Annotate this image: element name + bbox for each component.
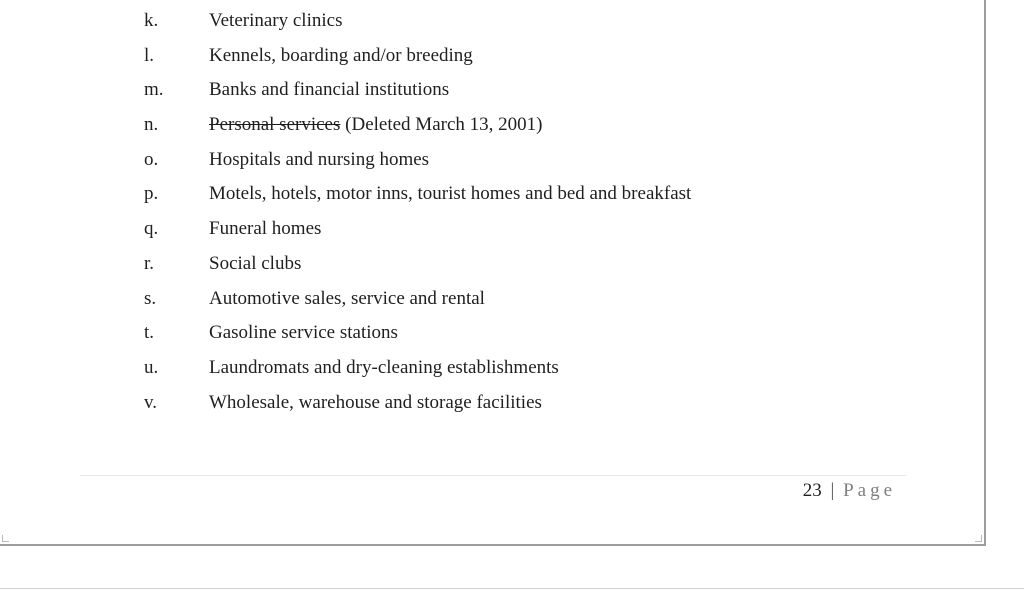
list-item-l <box>0 39 960 74</box>
list-item-n <box>0 108 960 143</box>
list-item-p <box>0 177 960 212</box>
list-item-text: Motels, hotels, motor inns, tourist homes and bed and breakfast <box>209 183 692 205</box>
page-footer <box>803 477 896 505</box>
list-marker: v. <box>144 391 158 413</box>
deletion-note: (Deleted March 13, 2001) <box>340 114 543 136</box>
page-number: 23 <box>802 480 822 501</box>
corner-marker-icon <box>2 535 9 542</box>
corner-marker-icon <box>975 535 982 542</box>
list-marker: q. <box>144 218 159 240</box>
list-marker: r. <box>144 252 155 274</box>
list-item-text: Banks and financial institutions <box>209 79 450 101</box>
list-marker: m. <box>144 79 164 101</box>
list-item-r <box>0 247 960 282</box>
list-item-q <box>0 212 960 247</box>
list-marker: t. <box>144 322 155 344</box>
list-item-text: Social clubs <box>209 252 302 274</box>
list-item-text: Veterinary clinics <box>209 10 343 31</box>
page-label: Page <box>843 480 896 501</box>
list-item-v <box>0 386 960 421</box>
list-item-o <box>0 143 960 178</box>
list-marker: l. <box>144 44 155 66</box>
list-marker: s. <box>144 287 157 309</box>
permitted-uses-list <box>0 4 960 420</box>
list-item-text: Hospitals and nursing homes <box>209 148 430 170</box>
footer-divider <box>80 475 906 476</box>
list-marker: o. <box>144 148 159 170</box>
list-marker: u. <box>144 356 159 378</box>
list-item-k <box>0 4 960 39</box>
list-item-text: Gasoline service stations <box>209 322 398 344</box>
list-marker: n. <box>144 114 159 136</box>
list-item-u <box>0 351 960 386</box>
deleted-text: Personal services <box>209 114 341 136</box>
list-item-text: Funeral homes <box>209 218 322 240</box>
list-item-text: Automotive sales, service and rental <box>209 287 485 309</box>
list-item-text: Laundromats and dry-cleaning establishments <box>209 356 559 378</box>
list-item-text <box>209 108 542 143</box>
list-marker: k. <box>144 10 159 31</box>
list-item-s <box>0 282 960 317</box>
list-item-text: Wholesale, warehouse and storage facilities <box>209 391 542 413</box>
list-item-text: Kennels, boarding and/or breeding <box>209 44 473 66</box>
footer-separator: | <box>830 480 835 501</box>
window-bottom-edge <box>0 588 1024 589</box>
list-marker: p. <box>144 183 159 205</box>
list-item-t <box>0 316 960 351</box>
list-item-m <box>0 73 960 108</box>
